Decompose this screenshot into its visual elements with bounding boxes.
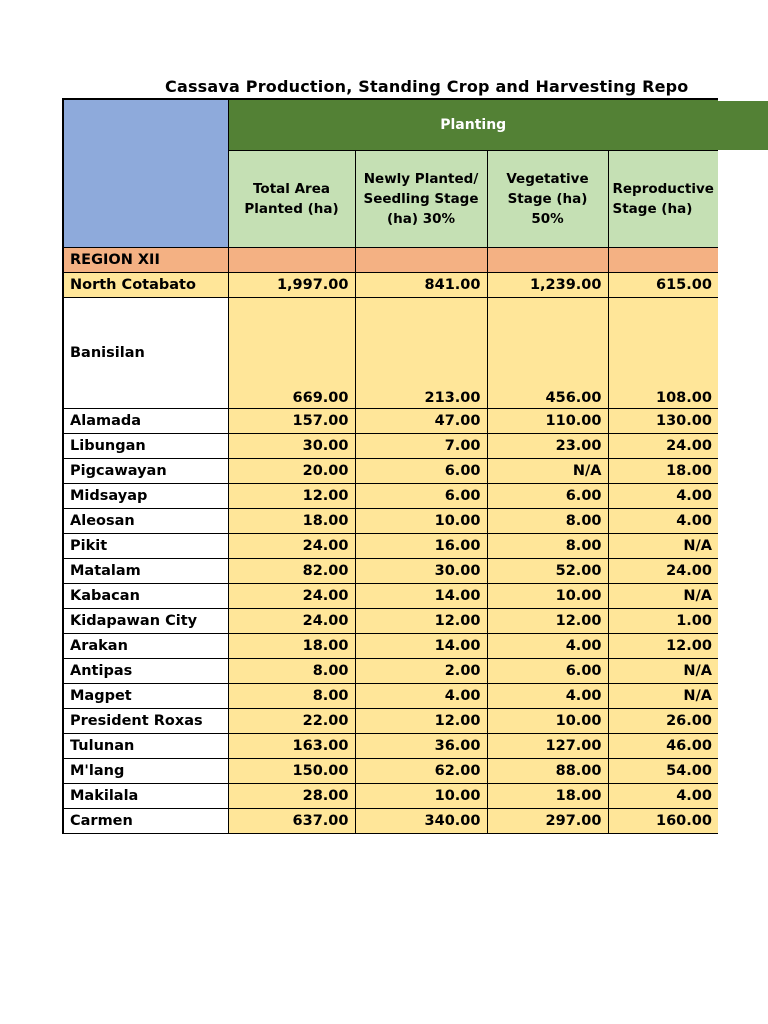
value-cell: 18.00 <box>228 509 355 534</box>
value-cell: 110.00 <box>487 409 608 434</box>
col-header-reproductive: Reproductive Stage (ha) <box>608 151 718 248</box>
value-cell: 20.00 <box>228 459 355 484</box>
value-cell: 7.00 <box>355 434 487 459</box>
value-cell: 637.00 <box>228 809 355 834</box>
cassava-report-table <box>62 98 718 834</box>
municipality-name: Aleosan <box>63 509 228 534</box>
value-cell: 24.00 <box>228 584 355 609</box>
value-cell: 8.00 <box>487 509 608 534</box>
value-cell: 4.00 <box>487 684 608 709</box>
municipality-name: Arakan <box>63 634 228 659</box>
value-cell: 10.00 <box>487 584 608 609</box>
value-cell: 4.00 <box>608 484 718 509</box>
value-cell: 12.00 <box>355 709 487 734</box>
value-cell: 46.00 <box>608 734 718 759</box>
region-row <box>63 248 718 273</box>
value-cell: 30.00 <box>355 559 487 584</box>
value-cell: 160.00 <box>608 809 718 834</box>
municipality-name: Midsayap <box>63 484 228 509</box>
value-cell: 28.00 <box>228 784 355 809</box>
value-cell: 108.00 <box>608 298 718 409</box>
value-cell: 36.00 <box>355 734 487 759</box>
province-name: North Cotabato <box>63 273 228 298</box>
value-cell: 8.00 <box>487 534 608 559</box>
value-cell: 12.00 <box>487 609 608 634</box>
municipality-name: M'lang <box>63 759 228 784</box>
value-cell: 24.00 <box>608 434 718 459</box>
value-cell: 8.00 <box>228 659 355 684</box>
planting-group-header: Planting <box>228 99 718 151</box>
table-row <box>63 584 718 609</box>
value-cell: 213.00 <box>355 298 487 409</box>
value-cell: 4.00 <box>608 784 718 809</box>
table-row <box>63 459 718 484</box>
table-row <box>63 684 718 709</box>
col-header-newly-planted: Newly Planted/ Seedling Stage (ha) 30% <box>355 151 487 248</box>
province-row <box>63 273 718 298</box>
value-cell: 12.00 <box>355 609 487 634</box>
col-header-vegetative: Vegetative Stage (ha) 50% <box>487 151 608 248</box>
value-cell: 10.00 <box>487 709 608 734</box>
region-cell <box>355 248 487 273</box>
province-value: 1,997.00 <box>228 273 355 298</box>
value-cell: 1.00 <box>608 609 718 634</box>
value-cell: 4.00 <box>487 634 608 659</box>
province-value: 841.00 <box>355 273 487 298</box>
municipality-name: Banisilan <box>63 298 228 409</box>
table-row <box>63 609 718 634</box>
province-value: 1,239.00 <box>487 273 608 298</box>
report-title: Cassava Production, Standing Crop and Harvesting Repo <box>165 77 689 96</box>
value-cell: 12.00 <box>228 484 355 509</box>
value-cell: 47.00 <box>355 409 487 434</box>
value-cell: 8.00 <box>228 684 355 709</box>
value-cell: 150.00 <box>228 759 355 784</box>
value-cell: 163.00 <box>228 734 355 759</box>
table-row <box>63 298 718 409</box>
table-row <box>63 434 718 459</box>
value-cell: N/A <box>608 534 718 559</box>
value-cell: 6.00 <box>487 484 608 509</box>
value-cell: 54.00 <box>608 759 718 784</box>
value-cell: 12.00 <box>608 634 718 659</box>
table-row <box>63 709 718 734</box>
municipality-name: Tulunan <box>63 734 228 759</box>
province-value: 615.00 <box>608 273 718 298</box>
value-cell: N/A <box>487 459 608 484</box>
value-cell: 2.00 <box>355 659 487 684</box>
value-cell: 130.00 <box>608 409 718 434</box>
table-row <box>63 809 718 834</box>
value-cell: N/A <box>608 584 718 609</box>
value-cell: 669.00 <box>228 298 355 409</box>
region-cell <box>228 248 355 273</box>
value-cell: 16.00 <box>355 534 487 559</box>
table-row <box>63 509 718 534</box>
value-cell: 22.00 <box>228 709 355 734</box>
region-cell <box>608 248 718 273</box>
table-row <box>63 409 718 434</box>
value-cell: 18.00 <box>608 459 718 484</box>
municipality-name: Kidapawan City <box>63 609 228 634</box>
value-cell: 6.00 <box>487 659 608 684</box>
value-cell: 52.00 <box>487 559 608 584</box>
value-cell: 24.00 <box>228 609 355 634</box>
municipality-name: Carmen <box>63 809 228 834</box>
municipality-name: Kabacan <box>63 584 228 609</box>
value-cell: 127.00 <box>487 734 608 759</box>
table-row <box>63 634 718 659</box>
region-cell <box>487 248 608 273</box>
table-row <box>63 659 718 684</box>
value-cell: 4.00 <box>355 684 487 709</box>
table-row <box>63 734 718 759</box>
municipality-name: Libungan <box>63 434 228 459</box>
value-cell: N/A <box>608 684 718 709</box>
value-cell: 297.00 <box>487 809 608 834</box>
value-cell: 6.00 <box>355 484 487 509</box>
municipality-name: Pigcawayan <box>63 459 228 484</box>
table-row <box>63 759 718 784</box>
value-cell: 4.00 <box>608 509 718 534</box>
value-cell: 30.00 <box>228 434 355 459</box>
value-cell: 24.00 <box>608 559 718 584</box>
value-cell: 18.00 <box>228 634 355 659</box>
value-cell: 24.00 <box>228 534 355 559</box>
col-header-total-area: Total Area Planted (ha) <box>228 151 355 248</box>
value-cell: 340.00 <box>355 809 487 834</box>
table-row <box>63 484 718 509</box>
value-cell: 18.00 <box>487 784 608 809</box>
value-cell: 6.00 <box>355 459 487 484</box>
value-cell: 23.00 <box>487 434 608 459</box>
municipality-name: President Roxas <box>63 709 228 734</box>
municipality-name: Pikit <box>63 534 228 559</box>
value-cell: 14.00 <box>355 634 487 659</box>
header-corner-cell <box>63 99 228 248</box>
value-cell: 62.00 <box>355 759 487 784</box>
value-cell: 456.00 <box>487 298 608 409</box>
value-cell: 14.00 <box>355 584 487 609</box>
region-name: REGION XII <box>63 248 228 273</box>
value-cell: 157.00 <box>228 409 355 434</box>
municipality-name: Antipas <box>63 659 228 684</box>
value-cell: 10.00 <box>355 784 487 809</box>
value-cell: 10.00 <box>355 509 487 534</box>
municipality-name: Makilala <box>63 784 228 809</box>
value-cell: 82.00 <box>228 559 355 584</box>
table-row <box>63 784 718 809</box>
municipality-name: Matalam <box>63 559 228 584</box>
value-cell: 88.00 <box>487 759 608 784</box>
table-row <box>63 559 718 584</box>
municipality-name: Magpet <box>63 684 228 709</box>
value-cell: 26.00 <box>608 709 718 734</box>
table-row <box>63 534 718 559</box>
municipality-name: Alamada <box>63 409 228 434</box>
value-cell: N/A <box>608 659 718 684</box>
